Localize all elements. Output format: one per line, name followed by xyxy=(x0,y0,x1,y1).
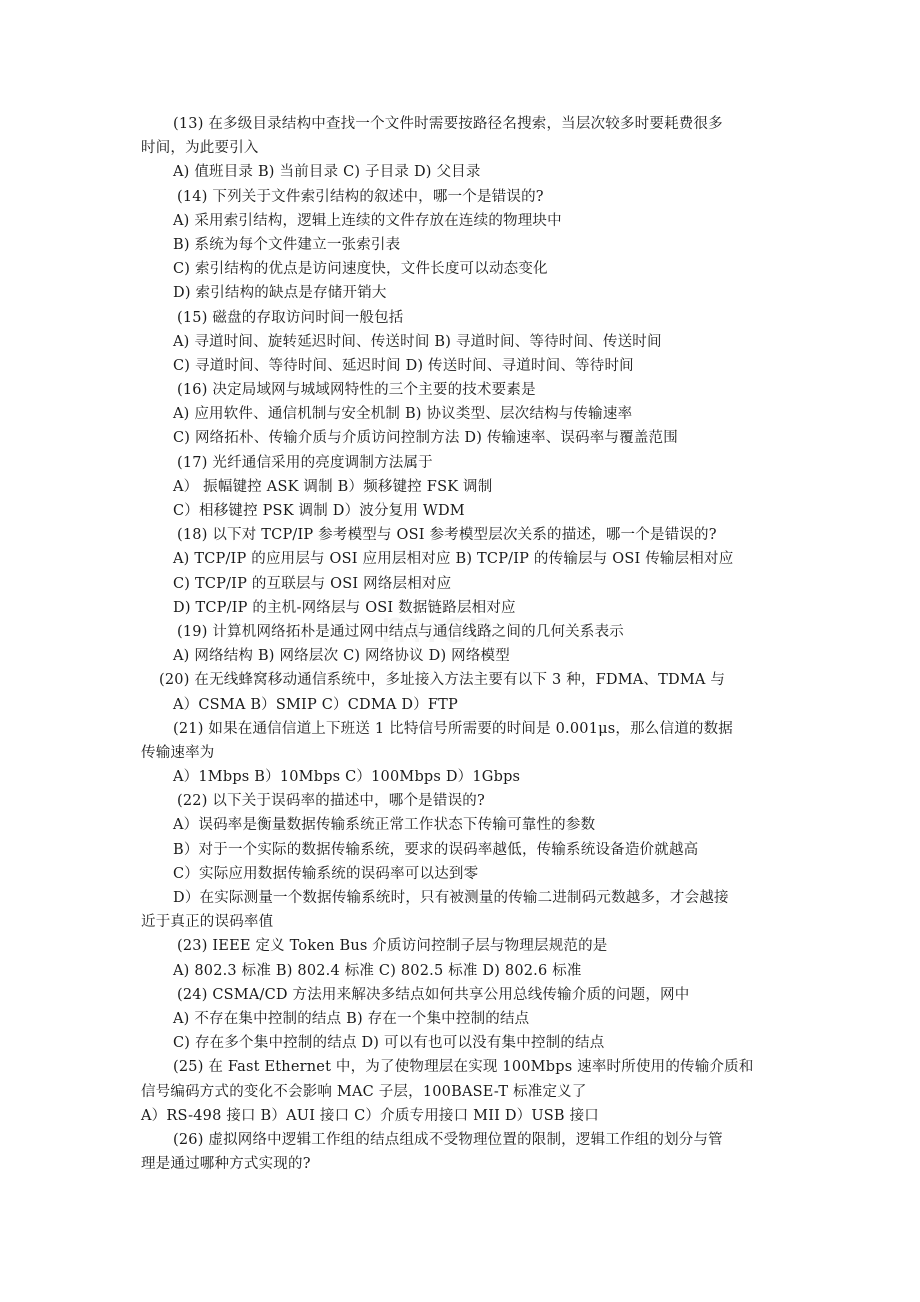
text-line: A) 寻道时间、旋转延迟时间、传送时间 B) 寻道时间、等待时间、传送时间 xyxy=(173,333,662,350)
text-line: A）1Mbps B）10Mbps C）100Mbps D）1Gbps xyxy=(173,769,521,786)
text-line: A) 802.3 标准 B) 802.4 标准 C) 802.5 标准 D) 802.6 标准 xyxy=(173,962,582,979)
text-line: C) 网络拓朴、传输介质与介质访问控制方法 D) 传输速率、误码率与覆盖范围 xyxy=(173,430,678,447)
text-line: (18) 以下对 TCP/IP 参考模型与 OSI 参考模型层次关系的描述，哪一个是错误的? xyxy=(177,527,717,544)
text-line: D）在实际测量一个数据传输系统时，只有被测量的传输二进制码元数越多，才会越接 xyxy=(173,890,729,906)
text-line: (15) 磁盘的存取访问时间一般包括 xyxy=(177,309,404,326)
text-line: 近于真正的误码率值 xyxy=(141,914,274,931)
text-line: C）相移键控 PSK 调制 D）波分复用 WDM xyxy=(173,503,465,519)
text-line: (22) 以下关于误码率的描述中，哪个是错误的? xyxy=(177,793,485,810)
text-line: (20) 在无线蜂窝移动通信系统中，多址接入方法主要有以下 3 种，FDMA、TDMA 与 xyxy=(159,672,726,689)
text-line: C) TCP/IP 的互联层与 OSI 网络层相对应 xyxy=(173,575,452,592)
text-line: 信号编码方式的变化不会影响 MAC 子层，100BASE-T 标准定义了 xyxy=(141,1083,587,1100)
text-line: (14) 下列关于文件索引结构的叙述中，哪一个是错误的? xyxy=(177,188,544,205)
text-line: C）实际应用数据传输系统的误码率可以达到零 xyxy=(173,865,479,882)
text-line: 传输速率为 xyxy=(141,744,215,761)
text-line: (16) 决定局域网与城域网特性的三个主要的技术要素是 xyxy=(177,382,536,399)
text-line: B) 系统为每个文件建立一张索引表 xyxy=(173,236,401,253)
text-line: A) 值班目录 B) 当前目录 C) 子目录 D) 父目录 xyxy=(173,164,481,181)
text-line: (17) 光纤通信采用的亮度调制方法属于 xyxy=(177,454,433,471)
text-line: 时间，为此要引入 xyxy=(141,140,259,157)
text-line: A）误码率是衡量数据传输系统正常工作状态下传输可靠性的参数 xyxy=(173,817,596,834)
text-line: (24) CSMA/CD 方法用来解决多结点如何共享公用总线传输介质的问题，网中 xyxy=(177,986,690,1003)
text-line: A）CSMA B）SMIP C）CDMA D）FTP xyxy=(173,696,459,713)
text-line: A) TCP/IP 的应用层与 OSI 应用层相对应 B) TCP/IP 的传输层与 OSI 传输层相对应 xyxy=(173,551,734,568)
text-line: (23) IEEE 定义 Token Bus 介质访问控制子层与物理层规范的是 xyxy=(177,938,608,955)
text-line: (19) 计算机网络拓朴是通过网中结点与通信线路之间的几何关系表示 xyxy=(177,623,624,640)
text-line: C) 存在多个集中控制的结点 D) 可以有也可以没有集中控制的结点 xyxy=(173,1035,605,1052)
text-line: A) 不存在集中控制的结点 B) 存在一个集中控制的结点 xyxy=(173,1010,530,1027)
text-line: (26) 虚拟网络中逻辑工作组的结点组成不受物理位置的限制，逻辑工作组的划分与管 xyxy=(173,1131,723,1148)
text-line: 理是通过哪种方式实现的? xyxy=(141,1156,311,1173)
text-line: C) 寻道时间、等待时间、延迟时间 D) 传送时间、寻道时间、等待时间 xyxy=(173,357,634,374)
text-line: (21) 如果在通信信道上下班送 1 比特信号所需要的时间是 0.001μs，那么信道的数据 xyxy=(173,720,733,737)
text-line: A) 应用软件、通信机制与安全机制 B) 协议类型、层次结构与传输速率 xyxy=(173,406,633,423)
document-body xyxy=(141,112,786,1176)
text-line: A) 采用索引结构，逻辑上连续的文件存放在连续的物理块中 xyxy=(173,212,562,229)
text-line: B）对于一个实际的数据传输系统，要求的误码率越低，传输系统设备造价就越高 xyxy=(173,841,699,858)
text-line: (25) 在 Fast Ethernet 中，为了使物理层在实现 100Mbps 速率时所使用的传输介质和 xyxy=(173,1059,754,1076)
text-line: (13) 在多级目录结构中查找一个文件时需要按路径名搜索，当层次较多时要耗费很多 xyxy=(173,116,723,132)
text-line: D) 索引结构的缺点是存储开销大 xyxy=(173,285,387,302)
text-line: C) 索引结构的优点是访问速度快，文件长度可以动态变化 xyxy=(173,261,548,278)
text-line: A）RS-498 接口 B）AUI 接口 C）介质专用接口 MII D）USB 接口 xyxy=(141,1107,599,1124)
text-line: D) TCP/IP 的主机-网络层与 OSI 数据链路层相对应 xyxy=(173,599,516,616)
text-line: A） 振幅键控 ASK 调制 B）频移键控 FSK 调制 xyxy=(173,478,493,495)
text-line: A) 网络结构 B) 网络层次 C) 网络协议 D) 网络模型 xyxy=(173,648,510,665)
